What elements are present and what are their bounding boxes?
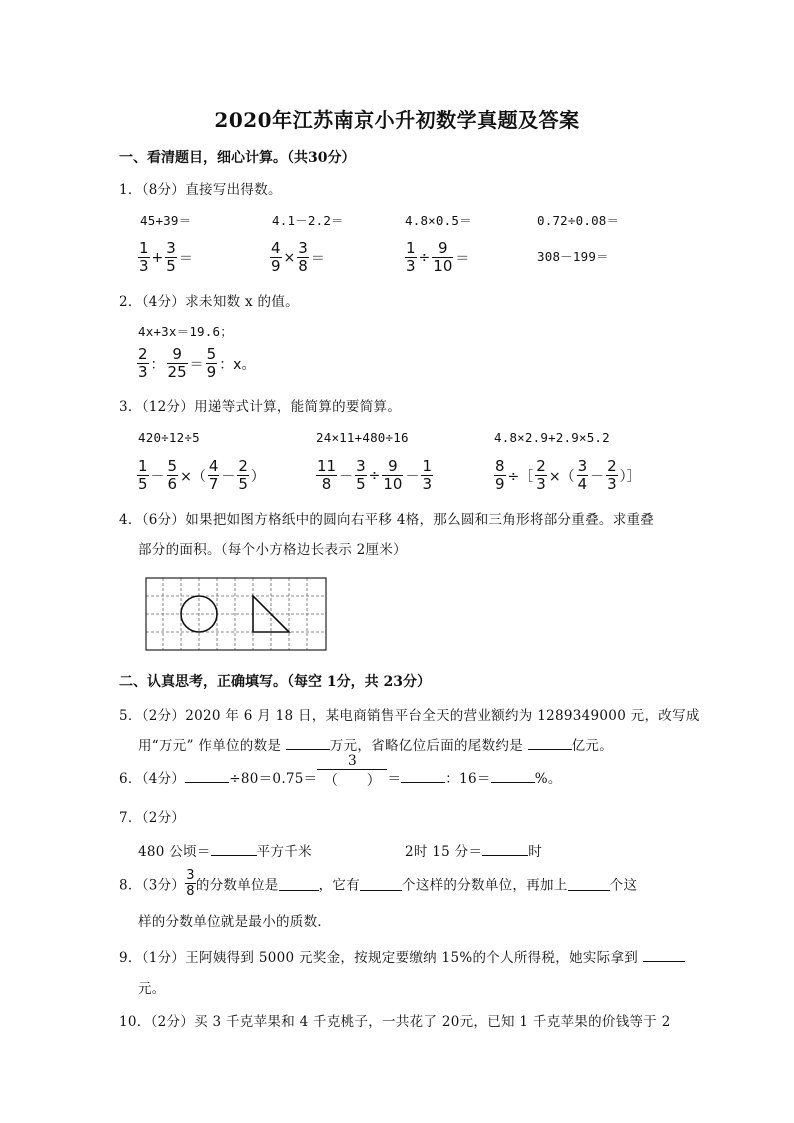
q5-blank-1[interactable]	[286, 735, 330, 750]
question-3-label: 3．（12分）用递等式计算，能简算的要简算。	[119, 399, 402, 415]
q7-blank-2[interactable]	[482, 841, 528, 856]
question-5-line-2: 用“万元” 作单位的数是 万元，省略亿位后面的尾数约是 亿元。	[138, 734, 613, 754]
question-9-line-1: 9．（1分）王阿姨得到 5000 元奖金，按规定要缴纳 15%的个人所得税，她实际拿到	[119, 946, 685, 966]
q1-expr-8: 308－199＝	[537, 249, 609, 264]
question-9-line-2: 元。	[138, 981, 166, 997]
q8-blank-1[interactable]	[279, 876, 319, 891]
q2-equation-1: 4x+3x＝19.6；	[138, 324, 233, 339]
section-1-heading: 一、看清题目，细心计算。（共30分）	[119, 150, 356, 166]
q3-expr-1: 420÷12÷5	[138, 430, 200, 445]
q3-fraction-expr-1: $\frac{1}{5}$ － $\frac{5}{6}$ ×（ $\frac{4}{7}$ － $\frac{2}{5}$ ）	[138, 457, 265, 493]
question-8-line-2: 样的分数单位就是最小的质数．	[138, 914, 332, 930]
q1-fraction-expr-1: $\frac{1}{3}$ + $\frac{3}{5}$ ＝	[139, 239, 193, 275]
question-1-label: 1．（8分）直接写出得数。	[119, 182, 282, 198]
question-7-label: 7．（2分）	[119, 810, 186, 826]
q3-expr-2: 24×11+480÷16	[316, 430, 409, 445]
question-5-line-1: 5．（2分）2020 年 6 月 18 日，某电商销售平台全天的营业额约为 1289349000 元，改写成	[119, 708, 700, 724]
q6-blank-4[interactable]	[491, 768, 535, 783]
q7-blank-1[interactable]	[211, 841, 257, 856]
q3-expr-3: 4.8×2.9+2.9×5.2	[494, 430, 610, 445]
question-10-line-1: 10．（2分）买 3 千克苹果和 4 千克桃子，一共花了 20元，已知 1 千克苹果的价钱等于 2	[119, 1014, 671, 1030]
q8-blank-2[interactable]	[360, 876, 402, 891]
q6-blank-denominator[interactable]: （ ）	[323, 773, 382, 789]
q3-fraction-expr-3: $\frac{8}{9}$ ÷［ $\frac{2}{3}$ ×（ $\frac{3}{4}$ － $\frac{2}{3}$ ）］	[495, 457, 641, 493]
q7-part-a: 480 公顷＝ 平方千米	[138, 840, 312, 860]
q9-blank[interactable]	[643, 947, 685, 962]
grid-figure	[145, 577, 327, 651]
section-2-heading: 二、认真思考，正确填写。（每空 1分，共 23分）	[119, 674, 431, 690]
q6-blank-1[interactable]	[185, 768, 229, 783]
q8-blank-3[interactable]	[568, 876, 610, 891]
question-8-line-1: 8．（3分） $\frac{3}{8}$ 的分数单位是 ，它有 个这样的分数单位，再加上 个这	[119, 868, 638, 899]
q1-expr-4: 0.72÷0.08＝	[537, 213, 620, 228]
q7-part-b: 2时 15 分＝ 时	[405, 840, 542, 860]
q1-fraction-expr-2: $\frac{4}{9}$ × $\frac{3}{8}$ ＝	[271, 239, 325, 275]
question-6: 6．（4分） ÷80＝0.75＝ 3 （ ） ＝ ：16＝ %。	[119, 753, 562, 789]
q6-blank-3[interactable]	[401, 768, 445, 783]
q5-blank-2[interactable]	[528, 735, 572, 750]
q1-expr-3: 4.8×0.5＝	[405, 213, 472, 228]
question-4-line-1: 4．（6分）如果把如图方格纸中的圆向右平移 4格，那么圆和三角形将部分重叠。求重叠	[119, 512, 655, 528]
q3-fraction-expr-2: $\frac{11}{8}$ － $\frac{3}{5}$ ÷ $\frac{9}{10}$ － $\frac{1}{3}$	[317, 457, 433, 493]
question-4-line-2: 部分的面积。（每个小方格边长表示 2厘米）	[138, 542, 407, 558]
q2-equation-2: $\frac{2}{3}$ ： $\frac{9}{25}$ ＝ $\frac{5}{9}$ ：x。	[138, 345, 256, 381]
question-2-label: 2．（4分）求未知数 x 的值。	[119, 294, 299, 310]
page-title: 2020年江苏南京小升初数学真题及答案	[214, 108, 580, 132]
q1-expr-1: 45+39＝	[140, 213, 192, 228]
q1-expr-2: 4.1－2.2＝	[272, 213, 344, 228]
q1-fraction-expr-3: $\frac{1}{3}$ ÷ $\frac{9}{10}$ ＝	[406, 239, 470, 275]
